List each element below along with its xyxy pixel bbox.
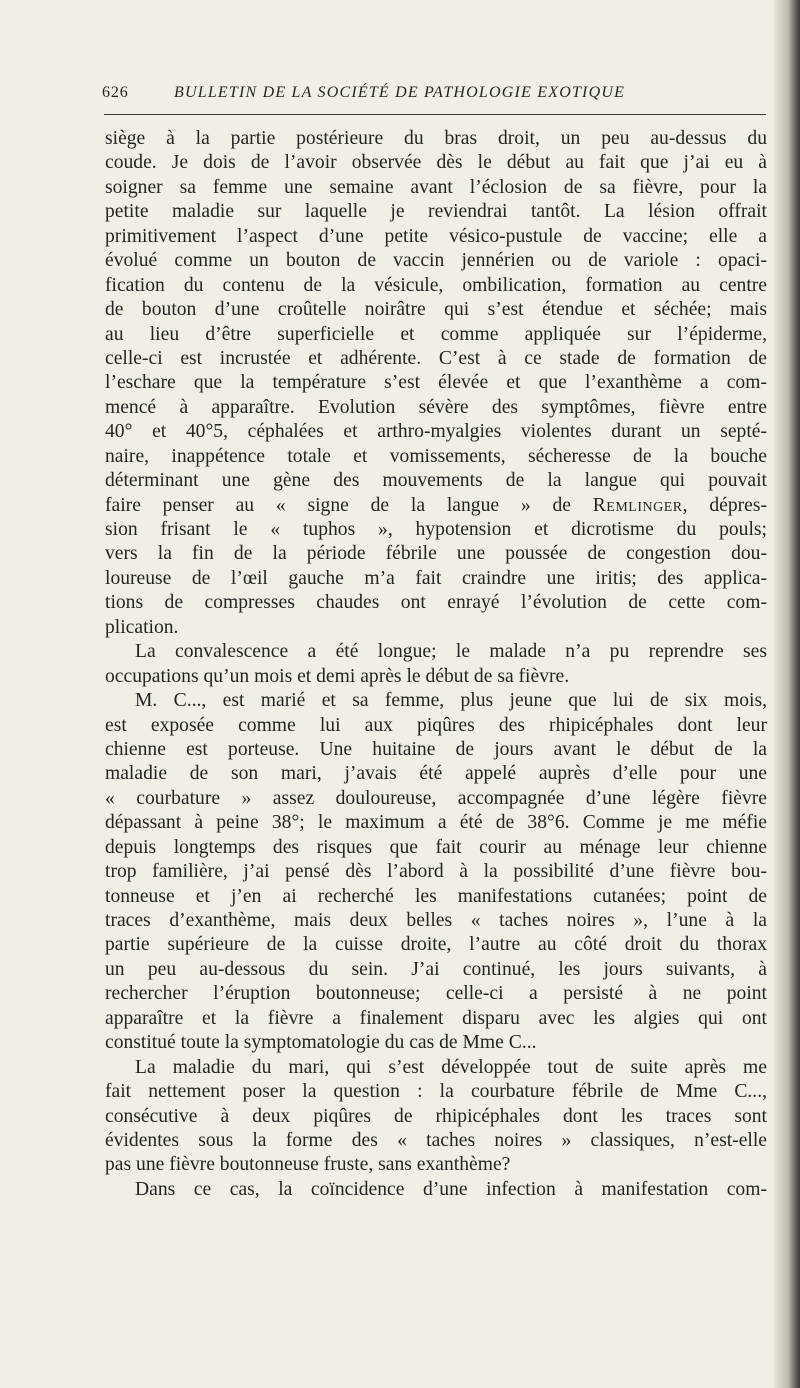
running-title: BULLETIN DE LA SOCIÉTÉ DE PATHOLOGIE EXOTIQUE [174, 84, 626, 101]
text-line: dépassant à peine 38°; le maximum a été de 38°6. Comme je me méfie [105, 812, 767, 834]
text-line: siège à la partie postérieure du bras droit, un peu au-dessus du [105, 128, 767, 149]
text-line: plication. [105, 616, 179, 638]
text-line: rechercher l’éruption boutonneuse; celle-ci a persisté à ne point [105, 983, 767, 1005]
text-line: maladie de son mari, j’avais été appelé auprès d’elle pour une [105, 763, 767, 785]
paragraph-start: Dans ce cas, la coïncidence d’une infection à manifestation com- [135, 1178, 767, 1200]
text-line: petite maladie sur laquelle je reviendrai tantôt. La lésion offrait [105, 201, 767, 223]
text-line: évolué comme un bouton de vaccin jennérien ou de variole : opaci- [105, 250, 767, 272]
text-line: tions de compresses chaudes ont enrayé l’évolution de cette com- [105, 592, 767, 614]
paragraph-start: La convalescence a été longue; le malade n’a pu reprendre ses [135, 641, 767, 663]
text-line: loureuse de l’œil gauche m’a fait craindre une iritis; des applica- [105, 567, 767, 589]
text-line: celle-ci est incrustée et adhérente. C’est à ce stade de formation de [105, 347, 767, 369]
text-line: mencé à apparaître. Evolution sévère des symptômes, fièvre entre [105, 396, 767, 418]
text-line: fication du contenu de la vésicule, ombilication, formation au centre [105, 274, 767, 296]
text-line: naire, inappétence totale et vomissements, sécheresse de la bouche [105, 445, 767, 467]
text-line: depuis longtemps des risques que fait courir au ménage leur chienne [105, 836, 767, 858]
text-line: tonneuse et j’en ai recherché les manifestations cutanées; point de [105, 885, 767, 907]
text-line: l’eschare que la température s’est élevée et que l’exanthème a com- [105, 372, 767, 394]
page-number: 626 [102, 84, 129, 101]
text-line: primitivement l’aspect d’une petite vésico-pustule de vaccine; elle a [105, 225, 767, 247]
text-line: évidentes sous la forme des « taches noires » classiques, n’est-elle [105, 1129, 767, 1151]
text-line: chienne est porteuse. Une huitaine de jours avant le début de la [105, 738, 767, 760]
text-line: « courbature » assez douloureuse, accompagnée d’une légère fièvre [105, 787, 767, 809]
text-line: trop familière, j’ai pensé dès l’abord à la possibilité d’une fièvre bou- [105, 861, 767, 883]
text-line: de bouton d’une croûtelle noirâtre qui s’est étendue et séchée; mais [105, 299, 767, 321]
text-line: sion frisant le « tuphos », hypotension et dicrotisme du pouls; [105, 519, 767, 540]
header-rule [104, 114, 766, 115]
paragraph-start: La maladie du mari, qui s’est développée tout de suite après me [135, 1056, 767, 1078]
text-line: fait nettement poser la question : la courbature fébrile de Mme C..., [105, 1081, 767, 1103]
text-line: au lieu d’être superficielle et comme appliquée sur l’épiderme, [105, 323, 767, 345]
paragraph-start: M. C..., est marié et sa femme, plus jeune que lui de six mois, [135, 690, 767, 712]
text-line: traces d’exanthème, mais deux belles « taches noires », l’une à la [105, 910, 767, 931]
text-line: consécutive à deux piqûres de rhipicéphales dont les traces sont [105, 1105, 767, 1127]
text-line-head: faire penser au « signe de la langue » de [105, 494, 593, 516]
text-line: partie supérieure de la cuisse droite, l’autre au côté droit du thorax [105, 934, 767, 956]
text-line: constitué toute la symptomatologie du cas de Mme C... [105, 1032, 537, 1054]
text-line: 40° et 40°5, céphalées et arthro-myalgies violentes durant un septé- [105, 421, 767, 443]
text-line: est exposée comme lui aux piqûres des rhipicéphales dont leur [105, 714, 767, 736]
text-line: apparaître et la fièvre a finalement disparu avec les algies qui ont [105, 1007, 767, 1029]
text-line-with-author [105, 494, 767, 518]
text-line: un peu au-dessous du sein. J’ai continué, les jours suivants, à [105, 958, 767, 980]
text-line: déterminant une gène des mouvements de la langue qui pouvait [105, 470, 767, 492]
page-edge-shadow [774, 0, 800, 1388]
body-text [105, 127, 767, 1202]
text-line: soigner sa femme une semaine avant l’éclosion de sa fièvre, pour la [105, 176, 767, 198]
text-line: occupations qu’un mois et demi après le début de sa fièvre. [105, 665, 570, 687]
text-line-tail: , dépres- [682, 494, 767, 516]
author-name-remlinger: Remlinger [592, 494, 683, 516]
text-line: coude. Je dois de l’avoir observée dès le début au fait que j’ai eu à [105, 152, 767, 174]
page-header [102, 84, 766, 106]
text-line: pas une fièvre boutonneuse fruste, sans exanthème? [105, 1154, 511, 1176]
text-line: vers la fin de la période fébrile une poussée de congestion dou- [105, 543, 767, 565]
